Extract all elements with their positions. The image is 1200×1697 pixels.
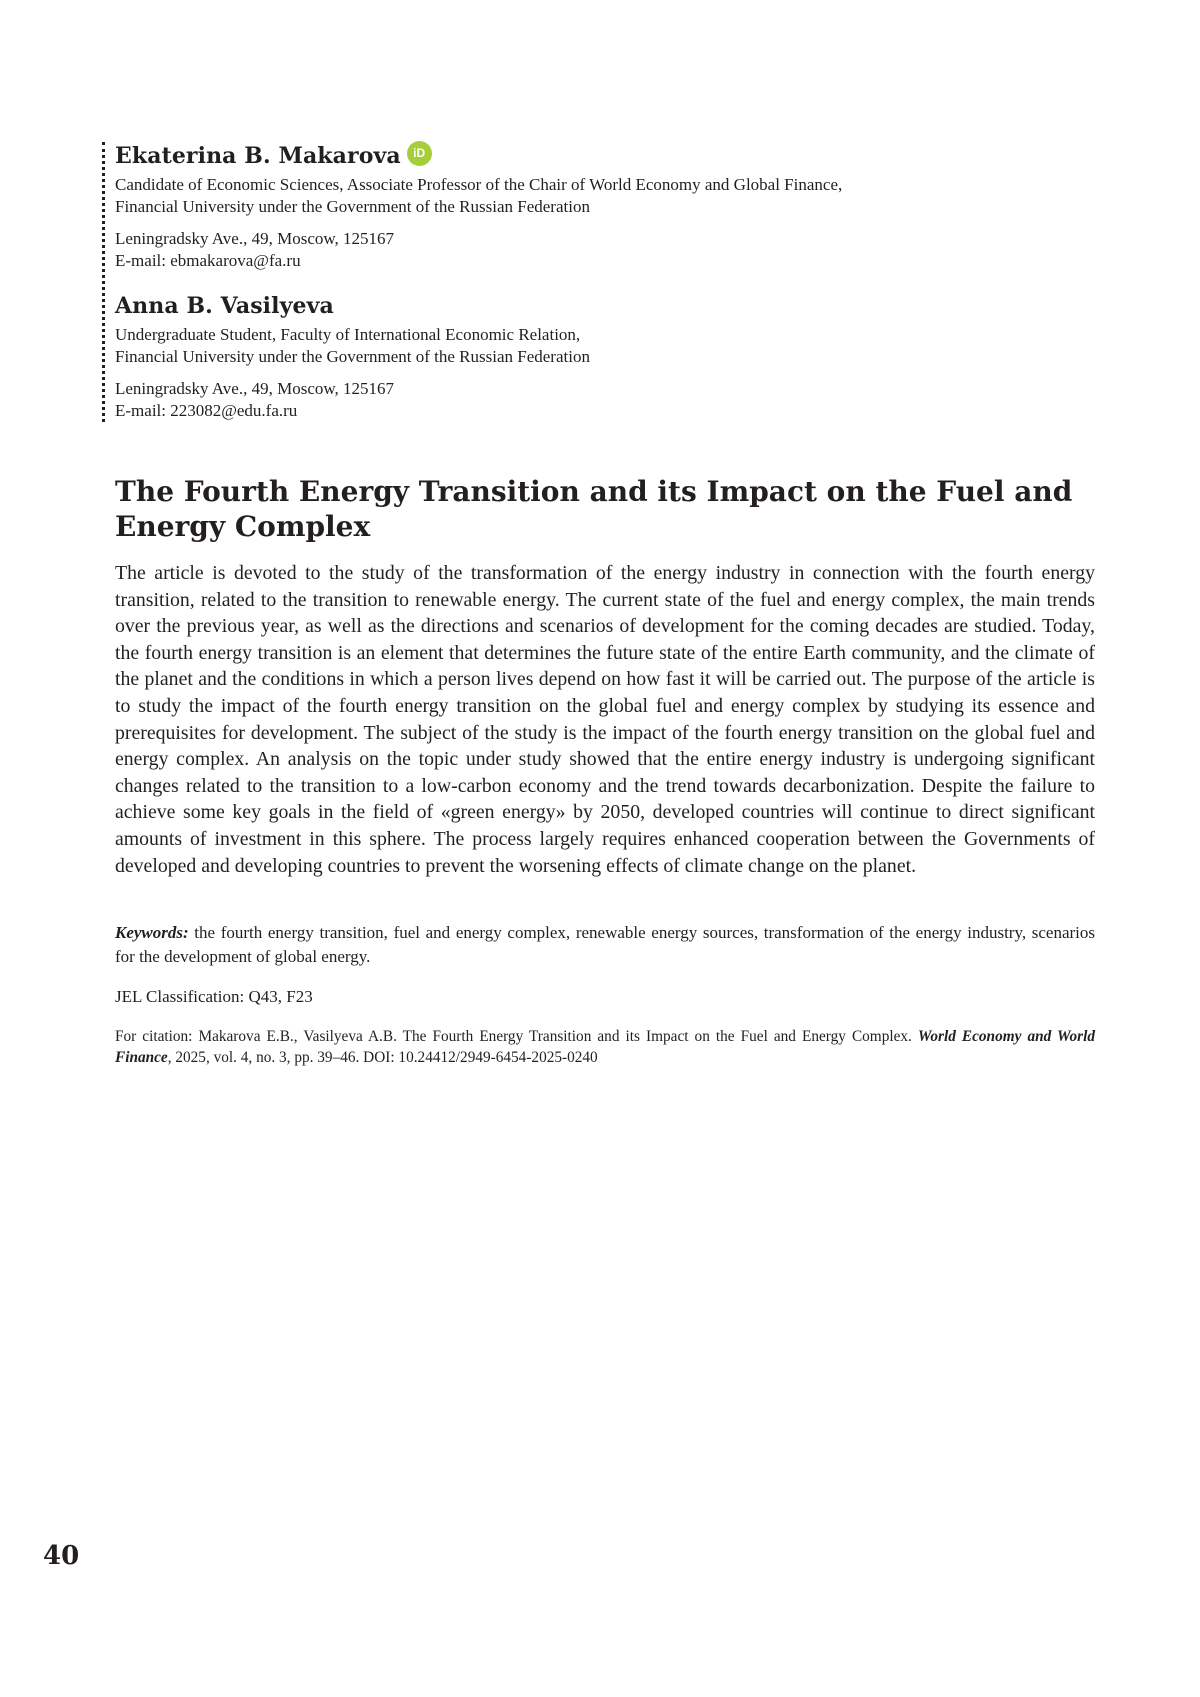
author-1-email: E-mail: ebmakarova@fa.ru [115, 251, 301, 270]
orcid-icon[interactable]: iD [407, 141, 432, 166]
citation-suffix: , 2025, vol. 4, no. 3, pp. 39–46. DOI: 10.24412/2949-6454-2025-0240 [167, 1049, 598, 1066]
author-2-name: Anna B. Vasilyeva [115, 293, 334, 319]
keywords-text: the fourth energy transition, fuel and energy complex, renewable energy sources, transformation of the energy industry, scenarios for the development of global energy. [115, 923, 1095, 966]
author-2-address: Leningradsky Ave., 49, Moscow, 125167 [115, 379, 395, 398]
author-1-affiliation [115, 174, 1015, 218]
keywords [115, 921, 1095, 969]
author-2-affiliation [115, 324, 1015, 368]
abstract: The article is devoted to the study of the transformation of the energy industry in connection with the fourth energy transition, related to the transition to renewable energy. The current state of the fuel and energy complex, the main trends over the previous year, as well as the directions and scenarios of development for the coming decades are studied. Today, the fourth energy transition is an element that determines the future state of the entire Earth community, and the climate of the planet and the conditions in which a person lives depend on how fast it will be carried out. The purpose of the article is to study the impact of the fourth energy transition on the global fuel and energy complex by studying its essence and prerequisites for development. The subject of the study is the impact of the fourth energy transition on the global fuel and energy complex. An analysis on the topic under study showed that the entire energy industry is undergoing significant changes related to the transition to a low-carbon economy and the trend towards decarbonization. Despite the failure to achieve some key goals in the field of «green energy» by 2050, developed countries will continue to direct significant amounts of investment in this sphere. The process largely requires enhanced cooperation between the Governments of developed and developing countries to prevent the worsening effects of climate change on the planet. [115, 562, 1095, 877]
author-2-affiliation-line2: Financial University under the Government of the Russian Federation [115, 347, 590, 366]
page-number: 40 [43, 1541, 80, 1571]
jel-classification: JEL Classification: Q43, F23 [115, 987, 313, 1006]
author-2-contact [115, 378, 1015, 422]
author-1 [115, 142, 1015, 272]
author-2-name-row [115, 292, 1015, 320]
author-1-affiliation-line1: Candidate of Economic Sciences, Associate Professor of the Chair of World Economy and Global Finance, [115, 175, 843, 194]
authors-block [102, 142, 1015, 422]
author-2-affiliation-line1: Undergraduate Student, Faculty of International Economic Relation, [115, 325, 581, 344]
author-1-name-row [115, 142, 1015, 170]
author-2-email: E-mail: 223082@edu.fa.ru [115, 401, 298, 420]
author-2 [115, 292, 1015, 422]
article-title: The Fourth Energy Transition and its Impact on the Fuel and Energy Complex [115, 475, 1073, 543]
author-1-address: Leningradsky Ave., 49, Moscow, 125167 [115, 229, 395, 248]
author-1-name: Ekaterina B. Makarova [115, 143, 401, 169]
author-1-affiliation-line2: Financial University under the Government of the Russian Federation [115, 197, 590, 216]
citation-journal: World Economy and World Finance [115, 1028, 1095, 1066]
author-1-contact [115, 228, 1015, 272]
citation-prefix: For citation: Makarova E.B., Vasilyeva A.B. The Fourth Energy Transition and its Impact on the Fuel and Energy Complex. [115, 1028, 918, 1045]
citation [115, 1026, 1095, 1068]
keywords-label: Keywords: [115, 923, 189, 942]
